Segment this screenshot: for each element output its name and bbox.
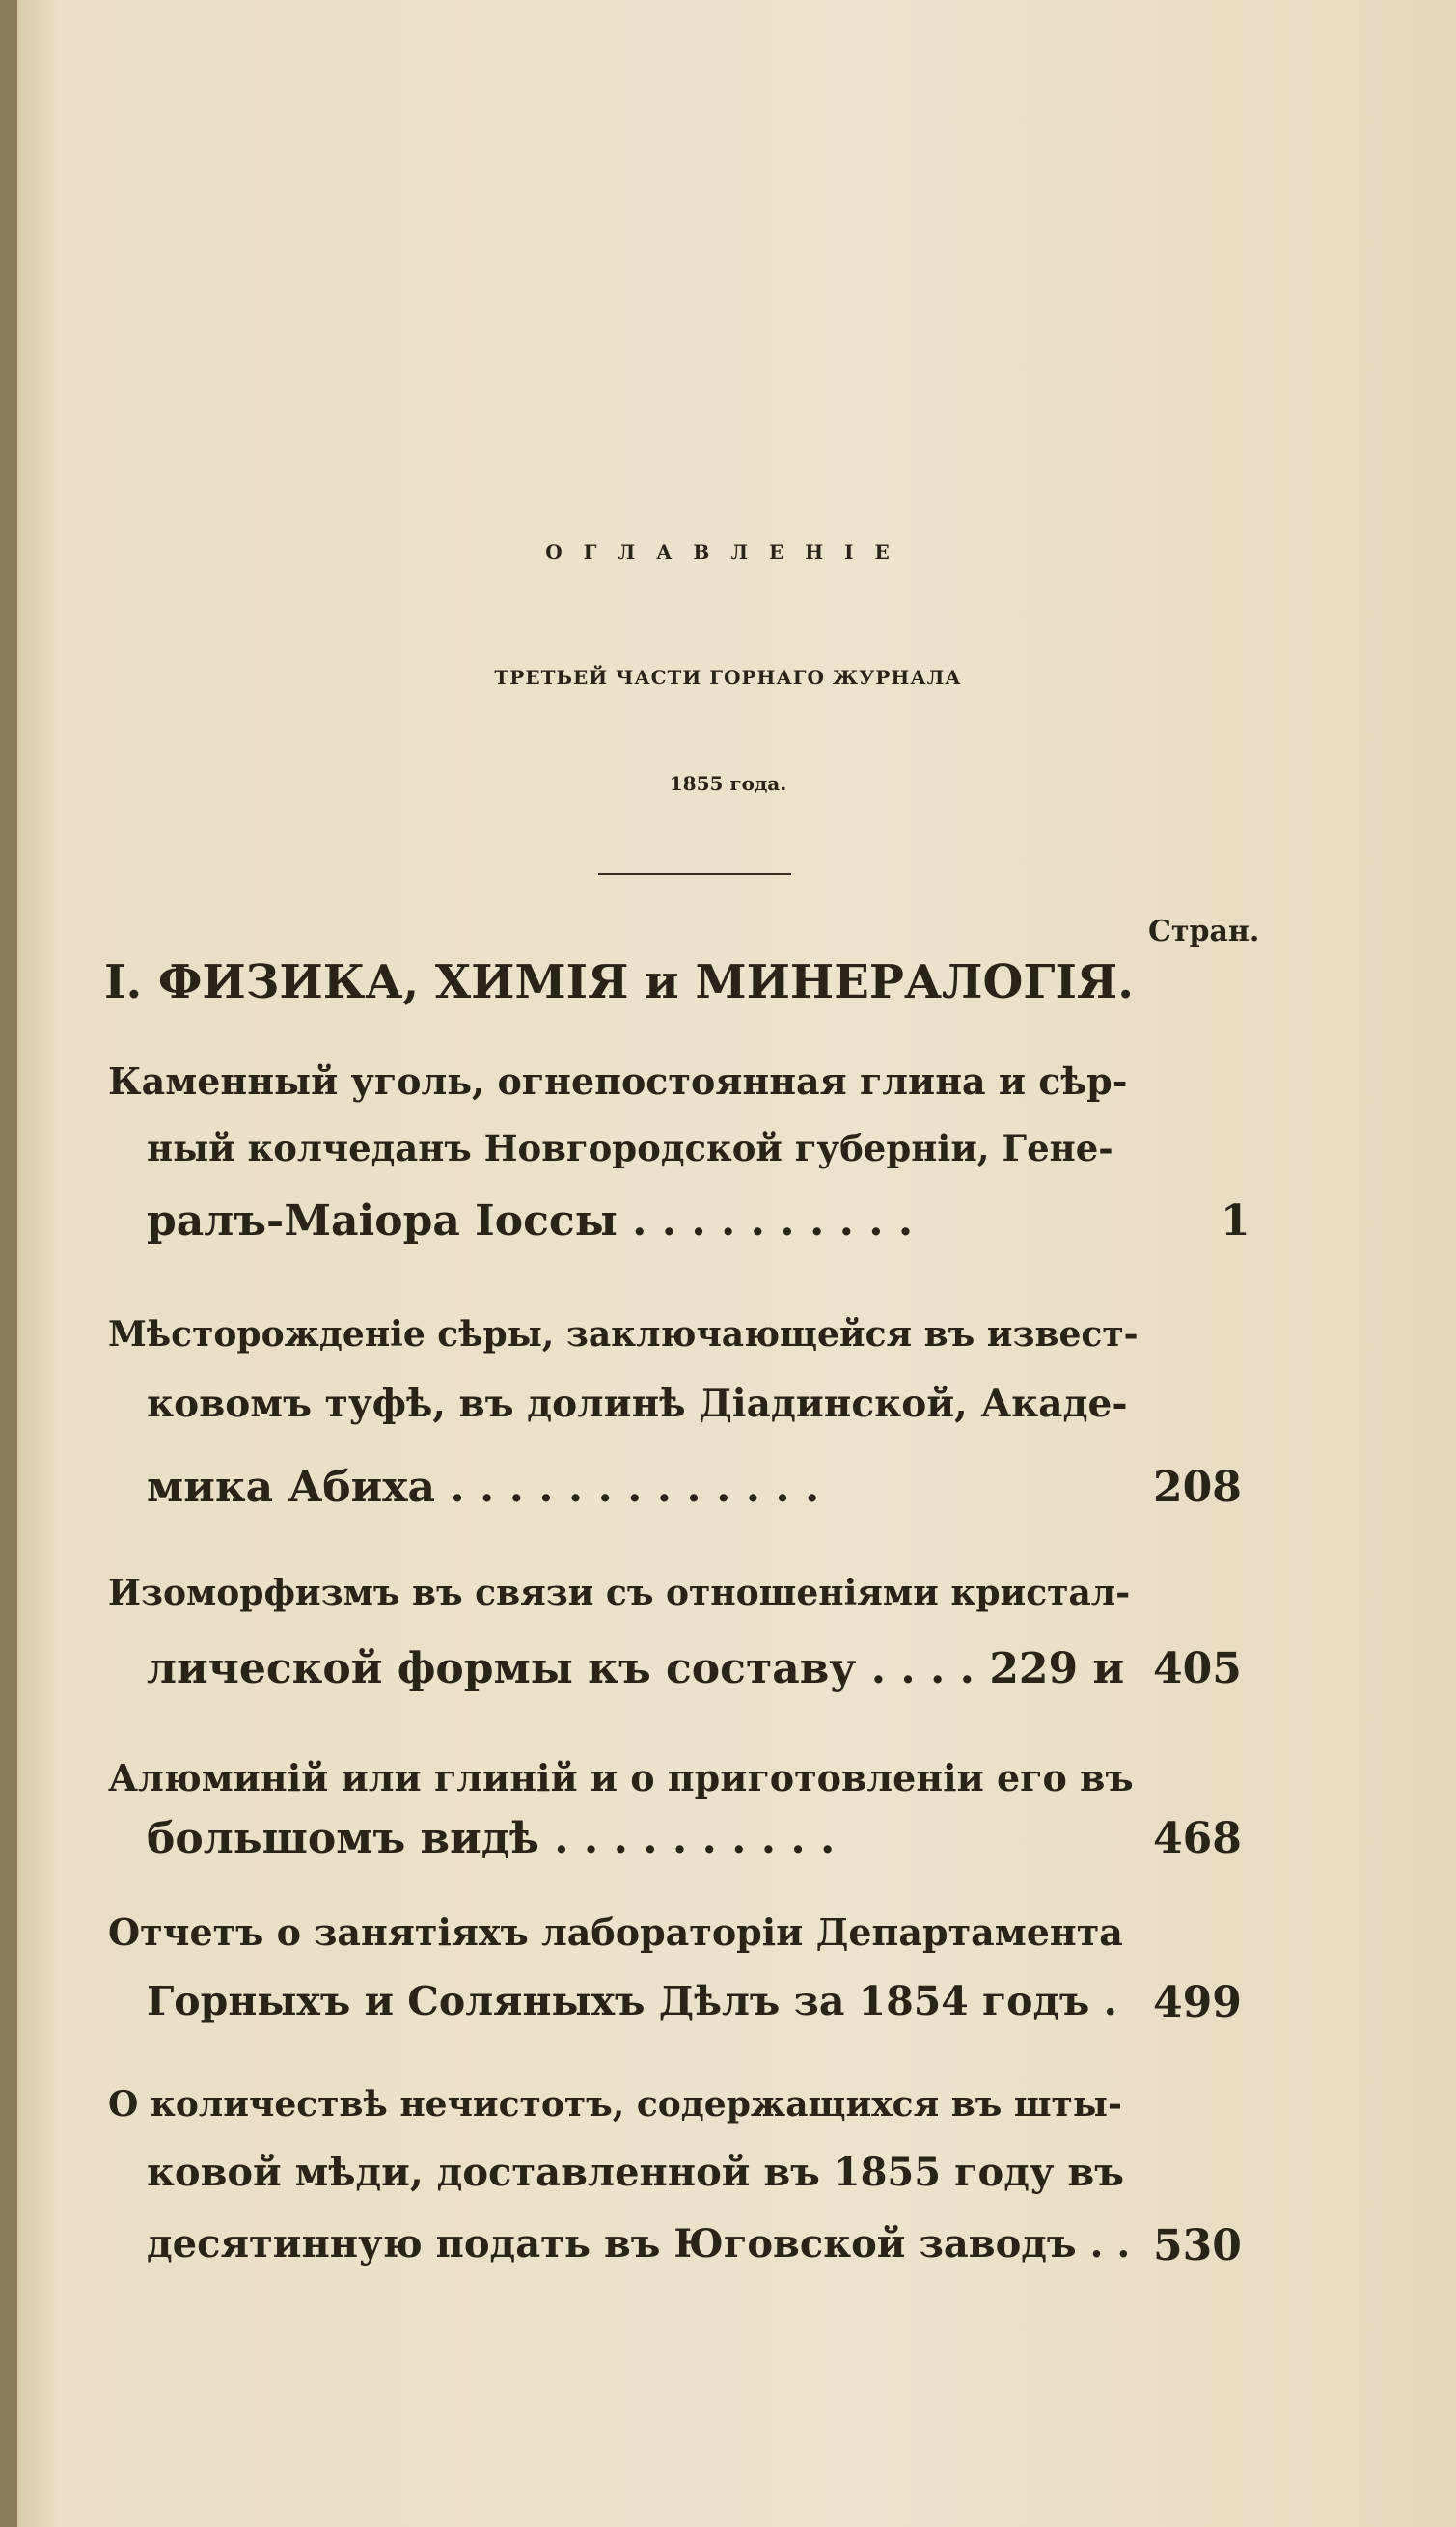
- entry-page-number: 530: [1153, 2221, 1242, 2270]
- entry-line: Мѣсторожденiе сѣры, заключающейся въ извест-: [108, 1314, 1139, 1355]
- entry-line: ковомъ туфѣ, въ долинѣ Дiадинской, Акаде-: [147, 1382, 1128, 1426]
- title-divider: [598, 873, 791, 875]
- entry-line: ный колчеданъ Новгородской губернiи, Гене-: [147, 1127, 1113, 1169]
- entry-line: ралъ-Маiора Iоссы . . . . . . . . . .: [147, 1196, 914, 1246]
- entry-page-number: 1: [1221, 1196, 1250, 1246]
- entry-line: мика Абиха . . . . . . . . . . . . .: [147, 1463, 820, 1512]
- page-year: 1855 года.: [669, 772, 787, 795]
- entry-line: Изоморфизмъ въ связи съ отношенiями кристал-: [108, 1573, 1131, 1613]
- entry-line: Алюминiй или глинiй и о приготовленiи его въ: [108, 1756, 1134, 1799]
- page-subtitle: ТРЕТЬЕЙ ЧАСТИ ГОРНАГО ЖУРНАЛА: [494, 666, 962, 689]
- entry-line: Горныхъ и Соляныхъ Дѣлъ за 1854 годъ .: [147, 1978, 1117, 2024]
- entry-line: ковой мѣди, доставленной въ 1855 году въ: [147, 2150, 1124, 2195]
- entry-line: большомъ видѣ . . . . . . . . . .: [147, 1814, 836, 1863]
- entry-line: О количествѣ нечистотъ, содержащихся въ шты-: [108, 2084, 1122, 2125]
- page-title: ОГЛАВЛЕНIЕ: [545, 540, 911, 563]
- section-heading: I. ФИЗИКА, ХИМIЯ и МИНЕРАЛОГIЯ.: [104, 955, 1134, 1009]
- entry-page-number: 208: [1153, 1463, 1242, 1512]
- entry-line: лической формы къ составу . . . . 229 и: [147, 1644, 1125, 1693]
- entry-line: Отчетъ о занятiяхъ лабораторiи Департамента: [108, 1910, 1123, 1954]
- page-column-label: Стран.: [1148, 915, 1260, 948]
- entry-page-number: 405: [1153, 1644, 1242, 1693]
- entry-page-number: 468: [1153, 1814, 1242, 1863]
- entry-line: Каменный уголь, огнепостоянная глина и сѣр-: [108, 1059, 1128, 1103]
- book-spine-shadow: [0, 0, 17, 2527]
- entry-page-number: 499: [1153, 1978, 1242, 2027]
- entry-line: десятинную подать въ Юговской заводъ . .: [147, 2221, 1131, 2266]
